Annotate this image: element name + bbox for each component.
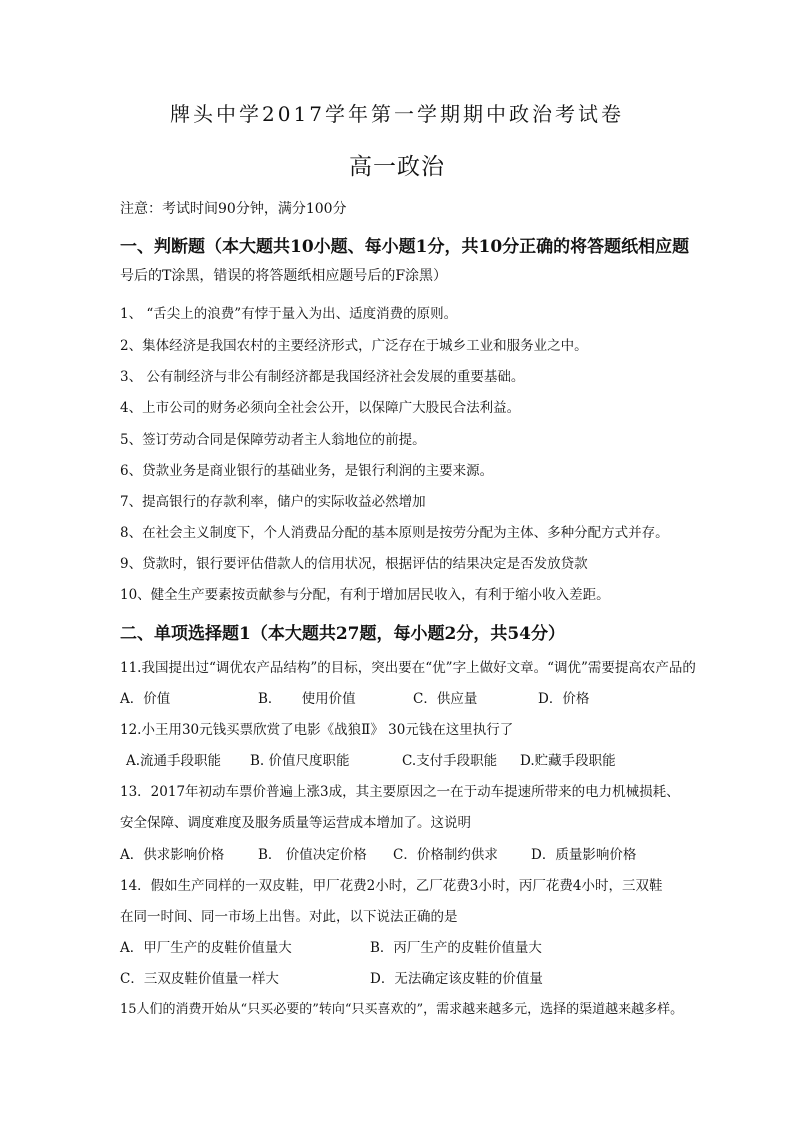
question-6: 6、贷款业务是商业银行的基础业务，是银行利润的主要来源。 [120,463,494,479]
question-12-stem: 12.小王用30元钱买票欣赏了电影《战狼Ⅱ》 30元钱在这里执行了 [120,722,514,738]
question-13-stem-line2: 安全保障、调度难度及服务质量等运营成本增加了。这说明 [120,815,471,831]
question-4: 4、上市公司的财务必须向全社会公开，以保障广大股民合法利益。 [120,400,521,416]
exam-subtitle: 高一政治 [349,154,445,180]
question-11-option-a: A．价值 [120,691,171,707]
question-11-option-b: B． 使用价值 [258,691,356,707]
section1-heading-line1: 一、判断题（本大题共10小题、每小题1分，共10分正确的将答题纸相应题 [120,237,690,257]
question-12-option-b: B. 价值尺度职能 [250,753,350,769]
question-13-option-c: C．价格制约供求 [393,847,498,863]
question-12-option-d: D.贮藏手段职能 [520,753,616,769]
question-11-option-d: D．价格 [538,691,590,707]
question-9: 9、贷款时，银行要评估借款人的信用状况，根据评估的结果决定是否发放贷款 [120,556,588,572]
question-13-option-d: D．质量影响价格 [531,847,637,863]
question-14-option-c: C．三双皮鞋价值量一样大 [120,971,279,987]
question-12-option-a: A.流通手段职能 [126,753,222,769]
question-13-option-a: A．供求影响价格 [120,847,225,863]
question-7: 7、提高银行的存款利率，储户的实际收益必然增加 [120,494,426,510]
exam-note: 注意：考试时间90分钟，满分100分 [120,201,347,217]
question-14-stem-line2: 在同一时间、同一市场上出售。对此，以下说法正确的是 [120,909,458,925]
question-10: 10、健全生产要素按贡献参与分配，有利于增加居民收入，有利于缩小收入差距。 [120,587,610,603]
question-13-option-b: B． 价值决定价格 [258,847,367,863]
question-12-option-c: C.支付手段职能 [402,753,498,769]
section2-heading: 二、单项选择题1（本大题共27题，每小题2分，共54分） [120,624,565,644]
question-14-stem-line1: 14．假如生产同样的一双皮鞋，甲厂花费2小时，乙厂花费3小时，丙厂花费4小时，三双鞋 [120,878,663,894]
question-11-option-c: C．供应量 [413,691,478,707]
question-5: 5、签订劳动合同是保障劳动者主人翁地位的前提。 [120,432,426,448]
question-13-stem-line1: 13．2017年初动车票价普遍上涨3成，其主要原因之一在于动车提速所带来的电力机械损耗、 [120,784,680,800]
question-1: 1、 “舌尖上的浪费”有悖于量入为出、适度消费的原则。 [120,306,458,322]
question-15-stem: 15人们的消费开始从“只买必要的”转向“只买喜欢的”，需求越来越多元，选择的渠道越来越多样。 [120,1002,684,1017]
question-3: 3、 公有制经济与非公有制经济都是我国经济社会发展的重要基础。 [120,369,525,385]
question-8: 8、在社会主义制度下，个人消费品分配的基本原则是按劳分配为主体、多种分配方式并存。 [120,525,669,541]
exam-title: 牌头中学2017学年第一学期期中政治考试卷 [170,102,624,126]
section1-heading-line2: 号后的T涂黑，错误的将答题纸相应题号后的F涂黑） [120,268,448,284]
question-14-option-d: D．无法确定该皮鞋的价值量 [370,971,543,987]
question-2: 2、集体经济是我国农村的主要经济形式，广泛存在于城乡工业和服务业之中。 [120,338,588,354]
question-14-option-a: A．甲厂生产的皮鞋价值量大 [120,940,292,956]
question-11-stem: 11.我国提出过“调优农产品结构”的目标，突出要在“优”字上做好文章。“调优”需要提高农产品的 [120,660,696,676]
question-14-option-b: B．丙厂生产的皮鞋价值量大 [370,940,542,956]
